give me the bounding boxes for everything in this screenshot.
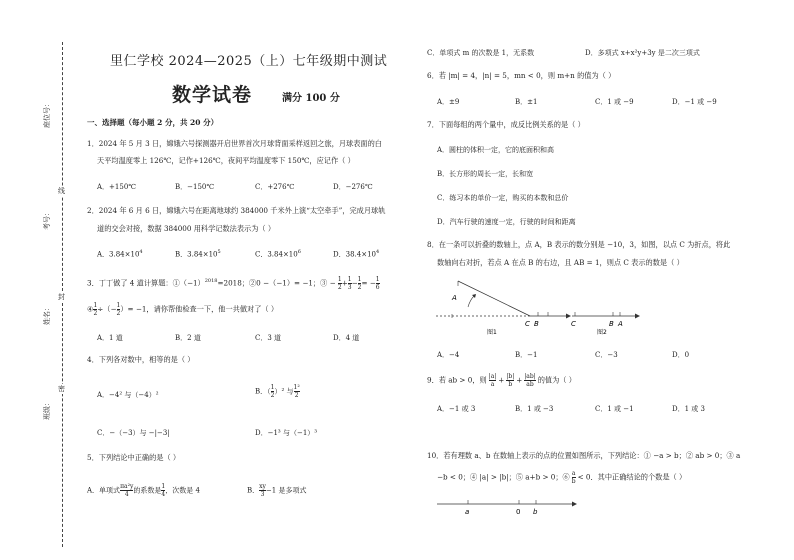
q2-option-d: D．$38.4\times 10^4$ [333, 249, 380, 259]
exam-no-label: 考号： [43, 209, 51, 230]
q9-option-c: C．1 或 −1 [595, 405, 634, 413]
q5-line1: 5．下列结论中正确的是（ ） [87, 453, 181, 462]
q8-option-b: B．−1 [515, 351, 538, 359]
q7-option-a: A．圆柱的体积一定，它的底面积和高 [437, 146, 555, 154]
q8-option-c: C．−3 [595, 351, 618, 359]
q9-option-d: D．1 或 3 [672, 405, 705, 413]
q7-line1: 7．下面每组的两个量中，成反比例关系的是（ ） [427, 120, 585, 129]
dense-char: 密 [58, 385, 65, 393]
q3-option-d: D．4 道 [333, 334, 360, 342]
full-score: 满分 100 分 [282, 93, 340, 104]
q2-line1: 2．2024 年 6 月 6 日，嫦娥六号在距离地球约 384000 千米外上演“太空牵手”，完成月球轨 [87, 206, 386, 215]
q8-label-c1: C [525, 320, 530, 328]
q8-option-a: A．−4 [437, 351, 460, 359]
q4-option-c: C．−（−3）与 −|−3| [97, 429, 170, 437]
q8-figure [432, 276, 642, 338]
q9-option-a: A．−1 或 3 [437, 405, 476, 413]
q1-line1: 1．2024 年 5 月 3 日，嫦娥六号探测器开启世界首次月球背面采样返回之旅，月球表面的白 [87, 139, 383, 148]
q8-option-d: D．0 [672, 351, 690, 359]
q5-option-a: A．单项式 $\frac{\text{πa²y}}{4}$ 的系数是 $\frac{1}{4}$ ，次数是 4 [87, 483, 200, 498]
q10-line2: −b < 0；④ |a| > |b|；⑤ a+b > 0；⑥ $\frac{a}{b}$ < 0．其中正确结论的个数是（ ） [437, 470, 687, 485]
q6-option-d: D．−1 或 −9 [672, 98, 717, 106]
q3-line2: ④ $\frac{1}{2}$ ÷（− $\frac{1}{2}$ ）= −1，请你帮他检查一下，他一共做对了（ ） [87, 302, 279, 317]
q4-option-a: A．−4² 与（−4）² [97, 391, 159, 399]
q1-option-c: C．+276℃ [255, 183, 295, 191]
q8-line2: 数轴向右对折，若点 A 在点 B 的右边，且 AB = 1，则点 C 表示的数是（ ） [437, 258, 684, 267]
q2-option-b: B．$3.84\times 10^5$ [175, 249, 221, 259]
q6-option-c: C．1 或 −9 [595, 98, 634, 106]
q10-label-a: a [465, 508, 470, 516]
name-label: 姓名： [43, 304, 51, 325]
seal-char: 封 [58, 293, 65, 301]
exam-title: 里仁学校 2024—2025（上）七年级期中测试 [110, 54, 388, 69]
q8-label-c2: C [571, 320, 576, 328]
q8-label-b1: B [534, 320, 539, 328]
q7-option-d: D．汽车行驶的速度一定，行驶的时间和距离 [437, 218, 576, 226]
q1-option-d: D．−276℃ [333, 183, 373, 191]
q10-number-line [435, 494, 585, 518]
q6-line1: 6．若 |m| = 4，|n| = 5，mn < 0，则 m+n 的值为（ ） [427, 71, 616, 80]
q2-line2: 道的交会对接，数据 384000 用科学记数法表示为（ ） [97, 224, 276, 233]
q4-line1: 4．下列各对数中，相等的是（ ） [87, 355, 195, 364]
seat-label: 座位号： [43, 100, 51, 128]
q6-option-a: A．±9 [437, 98, 460, 106]
q9-line1: 9．若 ab > 0，则 $\frac{|a|}{a}$ + $\frac{|b|}{b}$ + $\frac{|ab|}{ab}$ 的值为（ ） [427, 373, 576, 388]
q6-option-b: B．±1 [515, 98, 538, 106]
exam-subtitle: 数学试卷 [172, 84, 253, 106]
q8-fig2-caption: 图2 [597, 329, 607, 336]
q7-option-b: B．长方形的周长一定，长和宽 [437, 170, 534, 178]
q8-label-b2: B [609, 320, 614, 328]
q4-option-b: B．（ $\frac{1}{2}$ ）² 与 $\frac{\text{1²}}{2}$ [255, 384, 300, 399]
q2-option-c: C．$3.84\times 10^6$ [255, 249, 301, 259]
q1-line2: 天平均温度零上 126℃，记作+126℃，夜间平均温度零下 150℃，应记作（ ） [97, 156, 355, 165]
seal-line-char: 线 [58, 187, 65, 195]
class-label: 班级： [43, 399, 51, 420]
q3-line1: 3．丁丁做了 4 道计算题：$①(-1)^{2018}=2018$；②0 −（−1）= −1；③ − $\frac{1}{2}$ + $\frac{1}{3}$ − $\frac{1}{2}$ = − $\frac{1}{6}$ [87, 276, 380, 291]
q10-line1: 10．若有理数 a、b 在数轴上表示的点的位置如图所示，下列结论：① −a > b；② ab > 0；③ a [427, 451, 741, 460]
q8-label-a2: A [618, 320, 623, 328]
q8-fig1-caption: 图1 [487, 329, 497, 336]
q9-option-b: B．1 或 −3 [515, 405, 554, 413]
q8-line1: 8．在一条可以折叠的数轴上，点 A，B 表示的数分别是 −10，3，如图，以点 C 为折点，将此 [427, 240, 731, 249]
q3-option-c: C．3 道 [255, 334, 282, 342]
section-title: 一、选择题（每小题 2 分，共 20 分） [87, 118, 219, 127]
q5-option-b: B． $\frac{xy}{3}$ −1 是多项式 [247, 483, 307, 498]
q3-option-a: A．1 道 [97, 334, 123, 342]
q7-option-c: C．练习本的单价一定，购买的本数和总价 [437, 194, 569, 202]
q10-label-b: b [533, 508, 538, 516]
q1-option-b: B．−150℃ [175, 183, 215, 191]
q4-option-d: D．−1³ 与（−1）³ [255, 429, 318, 437]
q5-option-d: D．多项式 x+x²y+3y 是二次三项式 [585, 49, 700, 57]
q1-option-a: A．+150℃ [97, 183, 137, 191]
q3-option-b: B．2 道 [175, 334, 201, 342]
q2-option-a: A．$3.84\times 10^4$ [97, 249, 143, 259]
q5-option-c: C．单项式 m 的次数是 1，无系数 [427, 49, 535, 57]
q8-label-a: A [452, 294, 457, 302]
q10-label-0: 0 [516, 508, 521, 516]
